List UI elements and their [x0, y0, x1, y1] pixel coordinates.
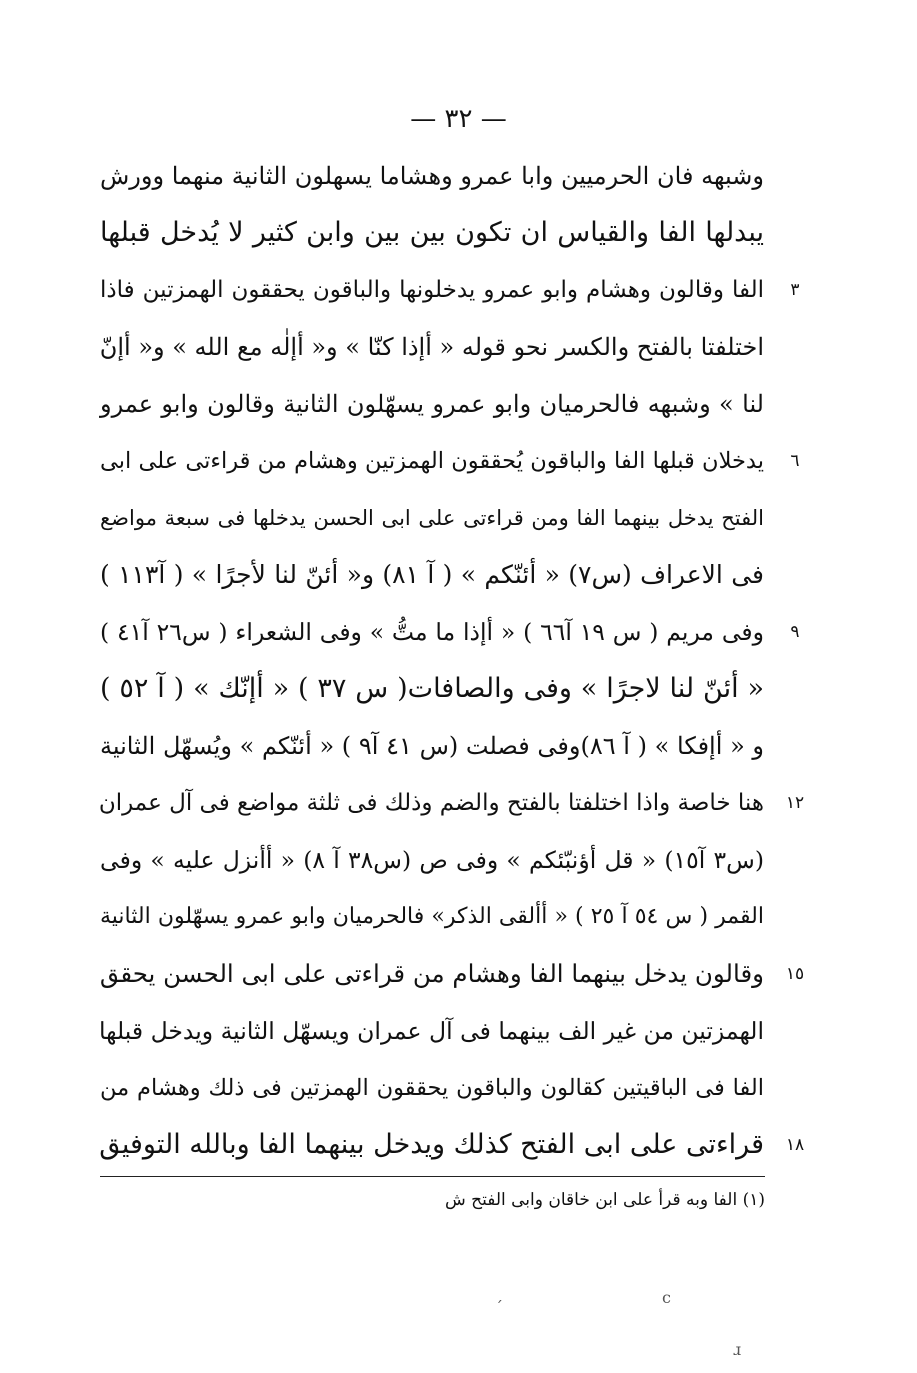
footnote: (١) الفا وبه قرأ على ابن خاقان وابى الفتح ش [444, 1190, 765, 1210]
page-number: — ٣٢ — [410, 104, 507, 134]
text-line: وقالون يدخل بينهما الفا وهشام من قراءتى على ابى الحسن يحقق [99, 959, 764, 988]
text-line: الفا وقالون وهشام وابو عمرو يدخلونها والباقون يحققون الهمزتين فاذا [100, 277, 764, 303]
text-line: و « أإفكا » ( آ ٨٦)وفى فصلت (س ٤١ آ٩ ) « أئنّكم » ويُسهّل الثانية [100, 732, 765, 760]
line-number-marker: ١٥ [785, 964, 805, 984]
line-number-marker: ٣ [790, 280, 800, 300]
line-number-marker: ٩ [790, 622, 800, 642]
text-line: « أئنّ لنا لاجرًا » وفى والصافات( س ٣٧ ) « أإنّك » ( آ ٥٢ ) [100, 673, 764, 704]
line-number-marker: ١٢ [785, 793, 805, 813]
text-line: يدخلان قبلها الفا والباقون يُحققون الهمزتين وهشام من قراءتى على ابى [100, 448, 764, 474]
scan-speck: ϲ [662, 1288, 671, 1307]
text-line: قراءتى على ابى الفتح كذلك ويدخل بينهما الفا وبالله التوفيق [99, 1129, 764, 1160]
text-line: اختلفتا بالفتح والكسر نحو قوله « أإذا كنّا » و« أإلٰه مع الله » و« أإنّ [99, 333, 764, 361]
scan-speck: ɹ [733, 1340, 742, 1359]
text-line: فى الاعراف (س٧) « أئنّكم » ( آ ٨١) و« أئنّ لنا لأجرًا » ( آ١١٣ ) [100, 560, 764, 589]
line-number-marker: ٦ [790, 451, 800, 471]
text-line: وفى مريم ( س ١٩ آ٦٦ ) « أإذا ما متُّ » وفى الشعراء ( س٢٦ آ٤١ ) [100, 618, 765, 646]
text-line: هنا خاصة واذا اختلفتا بالفتح والضم وذلك فى ثلثة مواضع فى آل عمران [98, 790, 764, 816]
text-line: لنا » وشبهه فالحرميان وابو عمرو يسهّلون الثانية وقالون وابو عمرو [100, 390, 764, 418]
text-line: الفتح يدخل بينهما الفا ومن قراءتى على ابى الحسن يدخلها فى سبعة مواضع [100, 506, 764, 530]
text-line: القمر ( س ٥٤ آ ٢٥ ) « أألقى الذكر» فالحرميان وابو عمرو يسهّلون الثانية [100, 904, 764, 929]
text-line: الفا فى الباقيتين كقالون والباقون يحققون الهمزتين فى ذلك وهشام من [100, 1075, 764, 1101]
text-line: (س٣ آ١٥) « قل أؤنبّئكم » وفى ص (س٣٨ آ ٨) « أأنزل عليه » وفى [100, 846, 764, 874]
text-line: وشبهه فان الحرميين وابا عمرو وهشاما يسهلون الثانية منهما وورش [100, 162, 764, 190]
text-line: الهمزتين من غير الف بينهما فى آل عمران ويسهّل الثانية ويدخل قبلها [99, 1017, 764, 1045]
text-line: يبدلها الفا والقياس ان تكون بين بين وابن كثير لا يُدخل قبلها [100, 217, 764, 248]
footnote-rule [100, 1176, 765, 1177]
scan-speck: ˊ [495, 1298, 503, 1317]
line-number-marker: ١٨ [785, 1135, 805, 1155]
